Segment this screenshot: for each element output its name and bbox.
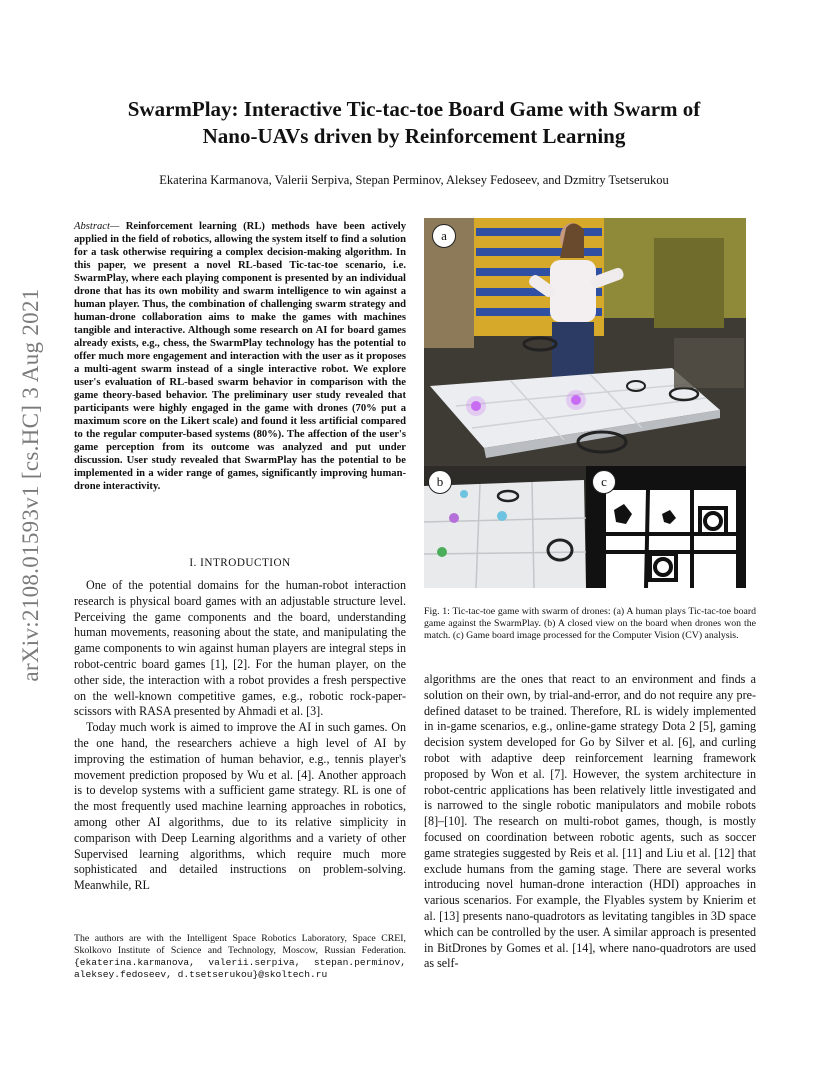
intro-paragraph-2: Today much work is aimed to improve the AI in such games. On the one hand, the researchers achieve a high level of AI by improving the estimation of human behavior, e.g., tennis player's movement prediction proposed by Wu et al. [4]. Another approach is to develop systems with a sufficient game strategy. RL is one of the most frequently used machine learning approaches in robotics, among other AI algorithms, due to its relative simplicity in comparison with Deep Learning algorithms and a variety of other Supervised learning algorithms, which require much more sophisticated and detailed instructions on problem-solving. Meanwhile, RL [74,720,406,893]
figure-1-caption: Fig. 1: Tic-tac-toe game with swarm of drones: (a) A human plays Tic-tac-toe board game against the SwarmPlay. (b) A closed view on the board when drones won the match. (c) Game board image processed for the Computer Vision (CV) analysis. [424,606,756,641]
photo-human-playing-illustration [424,218,746,466]
figure-label-b: b [428,470,452,494]
abstract-lead: Abstract— [74,221,120,232]
author-list: Ekaterina Karmanova, Valerii Serpiva, Stepan Perminov, Aleksey Fedoseev, and Dzmitry Tsetserukou [159,173,669,187]
abstract-body: Reinforcement learning (RL) methods have been actively applied in the field of robotics, allowing the system itself to find a solution for a task otherwise requiring a complex decision-making algorithm. In this paper, we present a novel RL-based Tic-tac-toe scenario, i.e. SwarmPlay, where each playing component is presented by an individual drone that has its own mobility and swarm intelligence to win against a human player. Thus, the combination of challenging swarm strategy and human-drone collaboration aims to make the games with machines tangible and interactive. Although some research on AI for board games already exists, e.g., chess, the SwarmPlay technology has the potential to offer much more engagement and interaction with the user as it proposes a multi-agent swarm instead of a single interactive robot. We explore user's evaluation of RL-based swarm behavior in comparison with the game theory-based behavior. The preliminary user study revealed that participants were highly engaged in the game with drones (70% put a maximum score on the Likert scale) and found it less artificial compared to the regular computer-based systems (80%). The affection of the user's game perception from its outcome was analyzed and put under discussion. User study revealed that SwarmPlay has the potential to be implemented in a wider range of games, significantly improving human-drone interactivity. [74,221,406,492]
figure-1b-photo [424,466,586,588]
author-footnote: The authors are with the Intelligent Space Robotics Laboratory, Space CREI, Skolkovo Institute of Science and Technology, Moscow, Russian Federation. {ekaterina.karmanova, valerii.serpiva, stepan.perminov, aleksey.fedoseev, d.tsetserukou}@skoltech.ru [74,933,406,980]
section-heading-introduction: I. INTRODUCTION [189,557,291,569]
figure-1c-image [586,466,746,588]
figure-label-a: a [432,224,456,248]
right-column-paragraph: algorithms are the ones that react to an environment and finds a solution on their own, by trial-and-error, and do not require any pre-defined dataset to be trained. Therefore, RL is widely implemented in in-game scenarios, e.g., online-game strategy Dota 2 [5], gaming decision system developed for Go by Silver et al. [6], and curling robot with adaptive deep reinforcement learning framework proposed by Won et al. [7]. However, the system architecture in robot-centric applications has been relatively little investigated and is narrowed to the single robotic manipulators and mobile robots [8]–[10]. The research on multi-robot games, though, is mostly focused on coordination between robotic agents, such as soccer game strategies suggested by Reis et al. [11] and Liu et al. [12] that exclude humans from the gaming stage. There are several works introducing novel human-drone interaction (HDI) approaches in various scenarios. For example, the Flyables system by Knierim et al. [13] presents nano-quadrotors as levitating tangibles in 3D space which can be controlled by the user. A similar approach is presented in BitDrones by Gomes et al. [14], where nano-quadrotors are used as self- [424,672,756,971]
figure-1a-photo [424,218,746,466]
figure-label-c: c [592,470,616,494]
intro-paragraph-1: One of the potential domains for the human-robot interaction research is physical board games with an adjustable structure level. Perceiving the game components and the board, understanding human movements, reasoning about the state, and manipulating the game components to win against human players are integral steps in robot-centric board games [1], [2]. For the human player, on the other side, the interaction with a robot provides a fresh perspective on the well-known competitive games, e.g., robotic rock-paper-scissors with RASA presented by Ahmadi et al. [3]. [74,578,406,719]
abstract [74,220,406,493]
paper-title: SwarmPlay: Interactive Tic-tac-toe Board Game with Swarm of Nano-UAVs driven by Reinforcement Learning [127,97,701,148]
left-column-body [74,578,406,894]
right-column-body [424,672,756,972]
arxiv-identifier: arXiv:2108.01593v1 [cs.HC] 3 Aug 2021 [18,288,43,682]
